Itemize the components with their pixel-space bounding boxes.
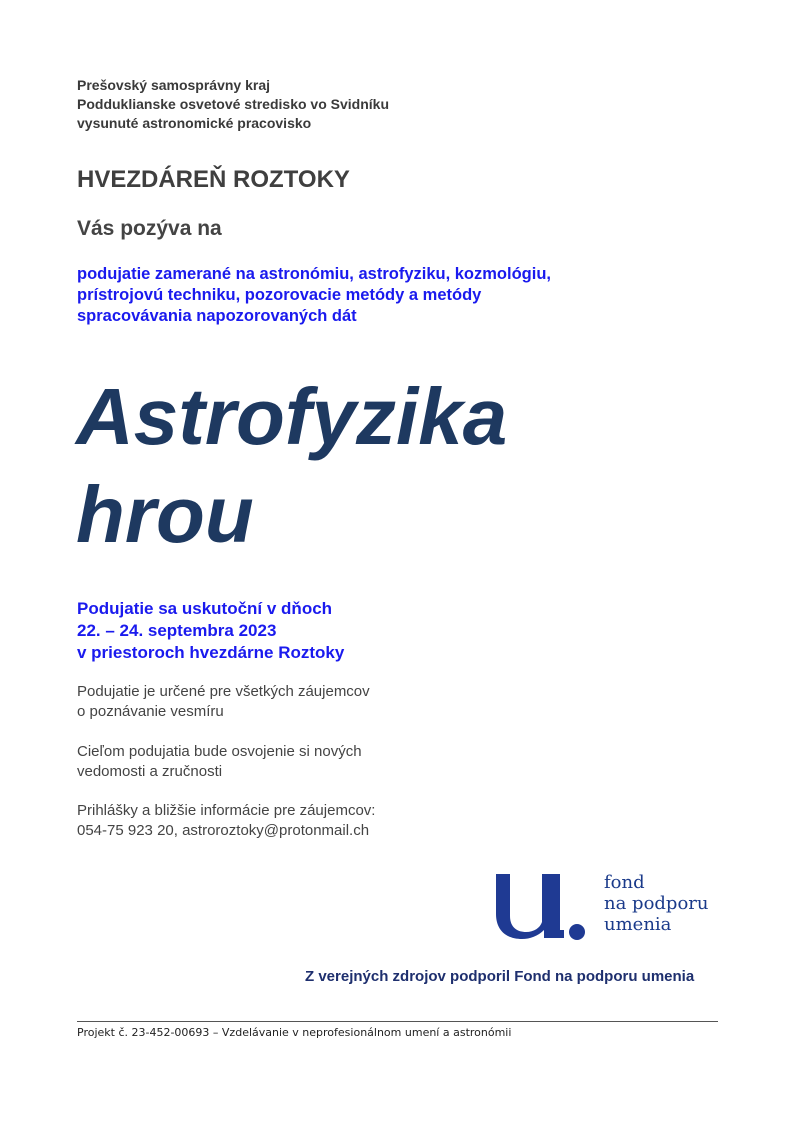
page-title: HVEZDÁREŇ ROZTOKY bbox=[77, 166, 350, 193]
dates-line-3: v priestoroch hvezdárne Roztoky bbox=[77, 643, 345, 662]
logo-text-line-1: fond bbox=[604, 872, 645, 893]
logo-text-line-3: umenia bbox=[604, 914, 672, 935]
contact-line-1: Prihlášky a bližšie informácie pre záujemcov: bbox=[77, 802, 376, 819]
goal-line-2: vedomosti a zručnosti bbox=[77, 763, 223, 780]
contact-paragraph bbox=[77, 801, 375, 841]
fund-logo-text bbox=[604, 872, 708, 935]
event-topics bbox=[77, 264, 551, 327]
audience-line-1: Podujatie je určené pre všetkých záujemcov bbox=[77, 683, 370, 700]
goal-paragraph bbox=[77, 742, 362, 782]
organization-workplace: vysunuté astronomické pracovisko bbox=[77, 115, 312, 131]
logo-u-shape bbox=[492, 874, 560, 939]
footer-divider bbox=[77, 1021, 718, 1022]
headline-line-2: hrou bbox=[76, 470, 254, 559]
audience-paragraph bbox=[77, 682, 370, 722]
event-headline bbox=[76, 368, 507, 564]
contact-line-2: 054-75 923 20, astroroztoky@protonmail.ch bbox=[77, 822, 370, 839]
logo-text-line-2: na podporu bbox=[604, 893, 709, 914]
audience-line-2: o poznávanie vesmíru bbox=[77, 703, 224, 720]
logo-u-stem-foot bbox=[544, 930, 564, 938]
topics-line-1: podujatie zamerané na astronómiu, astrofyziku, kozmológiu, bbox=[77, 265, 551, 283]
project-footer: Projekt č. 23-452-00693 – Vzdelávanie v neprofesionálnom umení a astronómii bbox=[77, 1026, 512, 1039]
goal-line-1: Cieľom podujatia bude osvojenie si nových bbox=[77, 743, 362, 760]
organization-header bbox=[77, 76, 389, 133]
dates-line-1: Podujatie sa uskutoční v dňoch bbox=[77, 599, 333, 618]
organization-region: Prešovský samosprávny kraj bbox=[77, 77, 271, 93]
topics-line-2: prístrojovú techniku, pozorovacie metódy a metódy bbox=[77, 286, 482, 304]
support-statement: Z verejných zdrojov podporil Fond na podporu umenia bbox=[305, 968, 695, 985]
invite-text: Vás pozýva na bbox=[77, 217, 222, 240]
topics-line-3: spracovávania napozorovaných dát bbox=[77, 307, 357, 325]
headline-line-1: Astrofyzika bbox=[76, 372, 508, 461]
organization-center: Podduklianske osvetové stredisko vo Svidníku bbox=[77, 96, 389, 112]
dates-line-2: 22. – 24. septembra 2023 bbox=[77, 621, 277, 640]
logo-dot bbox=[569, 924, 585, 940]
event-dates bbox=[77, 598, 344, 664]
